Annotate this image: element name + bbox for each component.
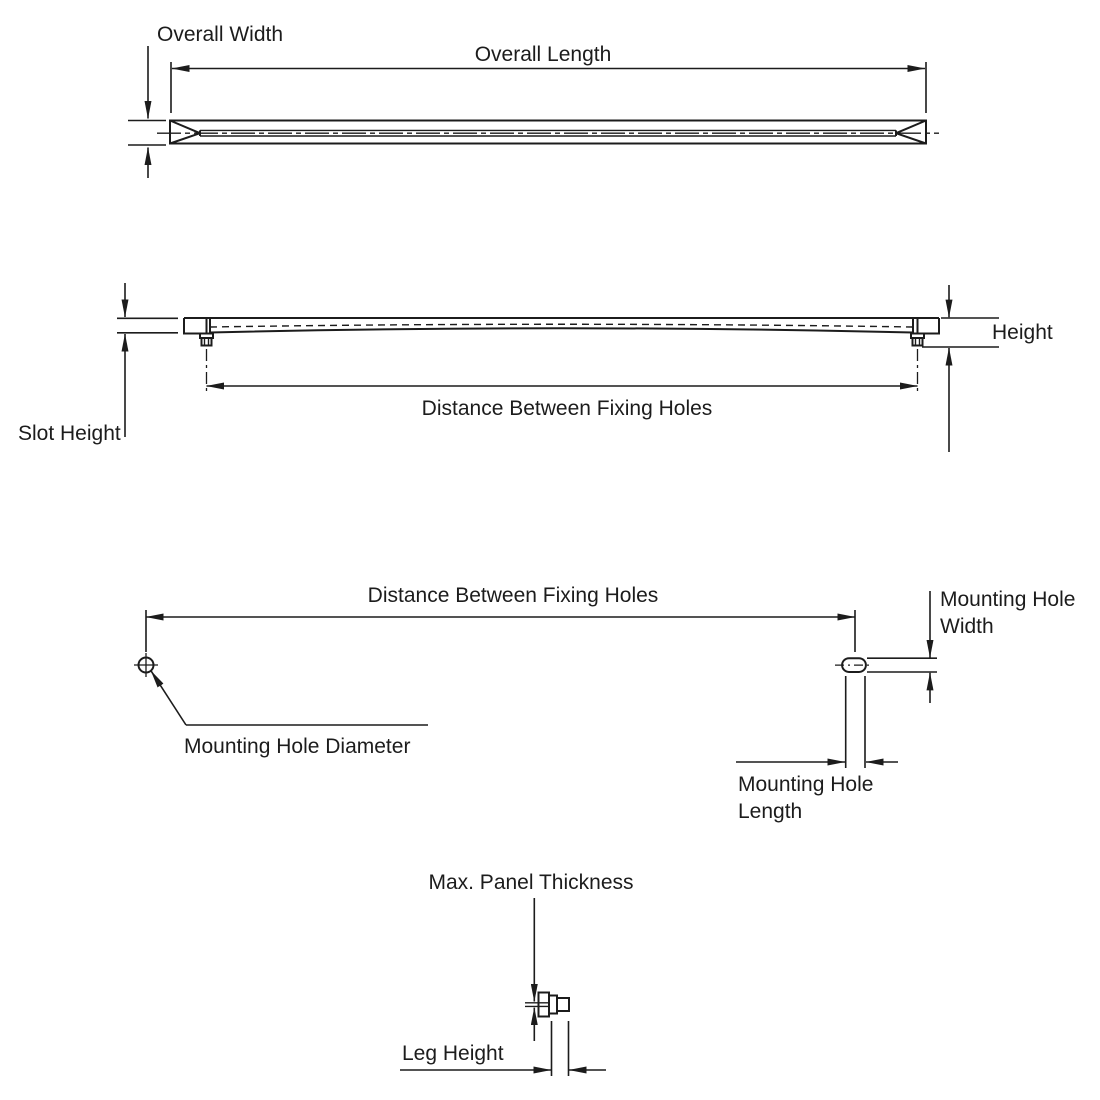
leg-nut-facets: [205, 338, 209, 346]
top-view-bar-outline: [170, 121, 926, 144]
leader-line: [151, 671, 186, 725]
label-overall-length: Overall Length: [474, 43, 612, 66]
top-view-left-chamfer: [170, 121, 200, 144]
front-view-hidden-arc: [210, 324, 913, 327]
extension-lines: [552, 1021, 569, 1076]
extension-lines: [117, 318, 178, 333]
callout-mounting-hole-diameter: [151, 671, 428, 758]
leg-collar: [549, 996, 557, 1014]
dimension-leg-height: [400, 1021, 606, 1076]
dimension-mounting-hole-width: [867, 588, 1075, 703]
dimension-overall-width: [128, 23, 283, 178]
dimension-height: [922, 285, 1053, 452]
dimension-overall-length: [171, 43, 926, 113]
label-distance-between-fixing-holes-holes: Distance Between Fixing Holes: [367, 584, 659, 607]
round-hole-crosshair: [134, 653, 158, 677]
dimension-max-panel-thickness: [428, 871, 633, 1041]
leg-nut-facets: [916, 338, 920, 346]
leg-flange: [539, 993, 550, 1017]
dimension-mounting-hole-length: [736, 676, 898, 823]
front-view-bottom-arc: [210, 328, 913, 332]
dimension-distance-between-fixing-holes-holes: [146, 584, 855, 652]
dimension-slot-height: [18, 283, 178, 445]
leg-nut: [202, 338, 212, 346]
leg-detail-view: [400, 871, 634, 1076]
extension-lines: [867, 658, 937, 672]
label-leg-height: Leg Height: [402, 1042, 504, 1065]
top-view: [128, 23, 939, 178]
leg-nut: [913, 338, 923, 346]
label-overall-width: Overall Width: [157, 23, 284, 46]
front-view: [18, 283, 1053, 452]
dimension-distance-between-fixing-holes-front: [207, 386, 918, 420]
label-mounting-hole-length-line1: Mounting Hole: [738, 773, 874, 796]
top-view-right-chamfer: [896, 121, 926, 144]
label-max-panel-thickness: Max. Panel Thickness: [428, 871, 634, 894]
label-mounting-hole-width-line2: Width: [940, 615, 994, 638]
label-slot-height: Slot Height: [18, 422, 121, 445]
label-mounting-hole-width-line1: Mounting Hole: [940, 588, 1076, 611]
front-view-left-leg: [200, 319, 213, 392]
label-mounting-hole-diameter: Mounting Hole Diameter: [184, 735, 411, 758]
extension-lines: [171, 62, 926, 113]
panel-slot-lines: [525, 1003, 549, 1007]
label-mounting-hole-length-line2: Length: [738, 800, 803, 823]
extension-lines: [846, 676, 865, 768]
label-height: Height: [992, 321, 1053, 344]
mounting-hole-view: [134, 584, 1075, 823]
leg-tip: [557, 998, 569, 1011]
label-distance-between-fixing-holes-front: Distance Between Fixing Holes: [421, 397, 713, 420]
